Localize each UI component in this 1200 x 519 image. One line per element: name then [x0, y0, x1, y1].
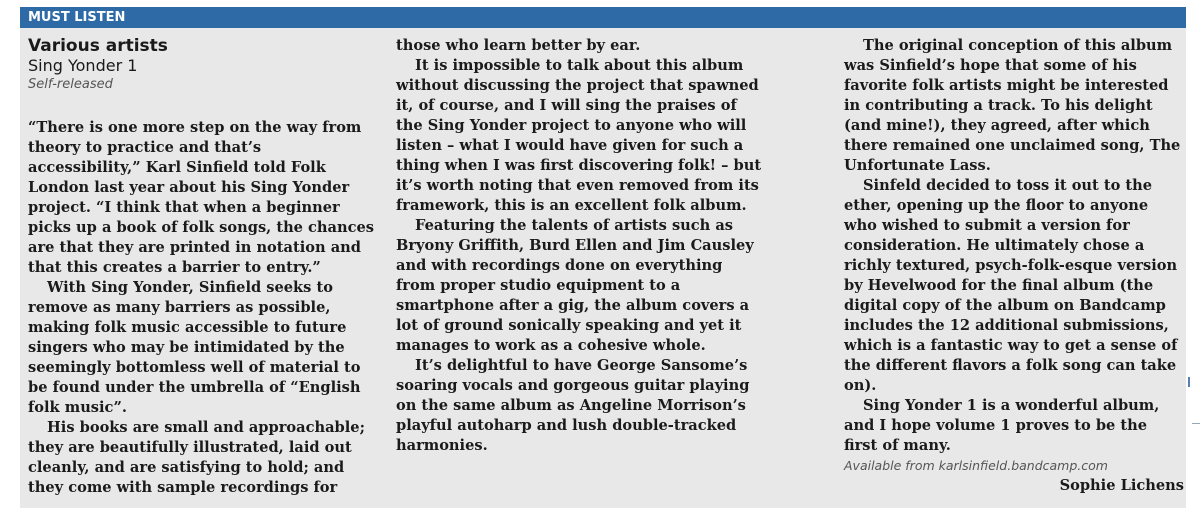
paragraph: With Sing Yonder, Sinfield seeks to remove as many barriers as possible, making folk music accessible to future singers who may be intimidated by the seemingly bottomless well of material to be found under the umbrella of “English folk music”. [28, 279, 361, 416]
column-1 [28, 36, 378, 498]
paragraph: those who learn better by ear. [396, 37, 641, 54]
availability-note: Available from karlsinfield.bandcamp.com [844, 458, 1108, 473]
artist-name: Various artists [28, 36, 168, 56]
review-panel [20, 28, 1186, 508]
album-title: Sing Yonder 1 [28, 56, 138, 75]
section-header: MUST LISTEN [20, 7, 1186, 28]
review-author: Sophie Lichens [1059, 477, 1184, 494]
paragraph: The original conception of this album was Sinfield’s hope that some of his favorite folk artists might be interested in contributing a track. To his delight (and mine!), they agreed, after which there remained one unclaimed song, The Unfortunate Lass. [844, 37, 1181, 174]
paragraph: It’s delightful to have George Sansome’s soaring vocals and gorgeous guitar playing on the same album as Angeline Morrison’s playful autoharp and lush double-tracked harmonies. [396, 357, 750, 454]
scrollbar[interactable] [1189, 0, 1200, 519]
paragraph: It is impossible to talk about this album without discussing the project that spawned it, of course, and I will sing the praises of the Sing Yonder project to anyone who will listen – what I would have given for such a thing when I was first discovering folk! – but it’s worth noting that even removed from its framework, this is an excellent folk album. [396, 57, 762, 214]
paragraph: “There is one more step on the way from theory to practice and that’s accessibility,” Karl Sinfield told Folk London last year about his Sing Yonder project. “I think that when a beginner picks up a book of folk songs, the chances are that they are printed in notation and that this creates a barrier to entry.” [28, 119, 374, 276]
paragraph: Sing Yonder 1 is a wonderful album, and I hope volume 1 proves to be the first of many. [844, 397, 1160, 454]
edge-marker [1188, 377, 1190, 387]
record-label: Self-released [28, 77, 113, 92]
paragraph: Featuring the talents of artists such as Bryony Griffith, Burd Ellen and Jim Causley and with recordings done on everything from proper studio equipment to a smartphone after a gig, the album covers a lot of ground sonically speaking and yet it manages to work as a cohesive whole. [396, 217, 754, 354]
paragraph: His books are small and approachable; they are beautifully illustrated, laid out cleanly, and are satisfying to hold; and they come with sample recordings for [28, 419, 365, 496]
paragraph: Sinfeld decided to toss it out to the ether, opening up the floor to anyone who wished to submit a version for consideration. He ultimately chose a richly textured, psych-folk-esque version by Hevelwood for the final album (the digital copy of the album on Bandcamp includes the 12 additional submissions, which is a fantastic way to get a sense of the different flavors a folk song can take on). [844, 177, 1178, 394]
column-3 [844, 36, 1184, 496]
scroll-marker [1192, 423, 1200, 424]
column-2 [396, 36, 764, 456]
